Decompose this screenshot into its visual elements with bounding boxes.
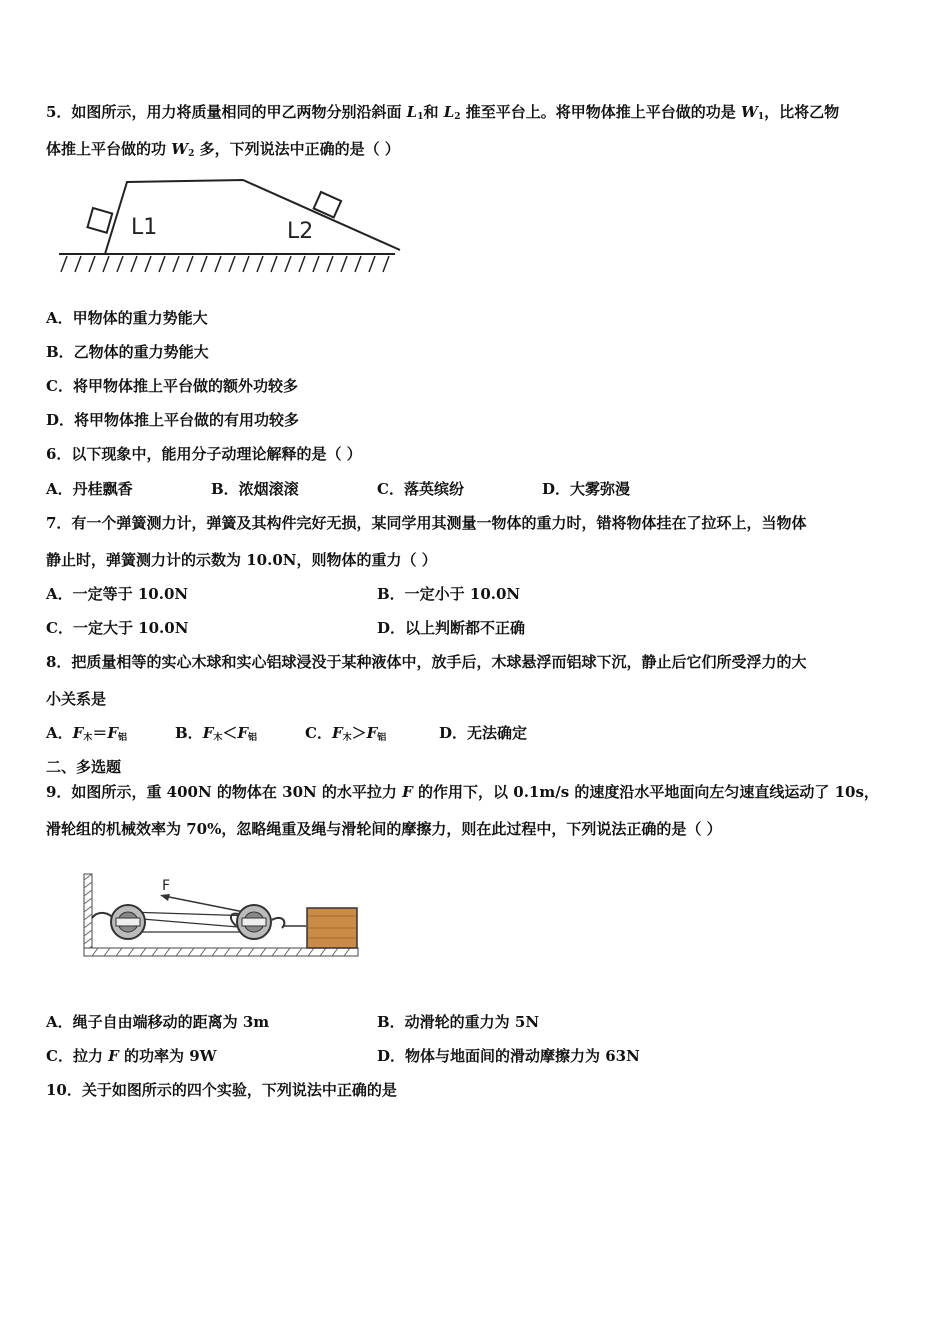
q6-option-b[interactable]: B．浓烟滚滚 xyxy=(211,480,299,498)
q9-option-b[interactable]: B．动滑轮的重力为 5N xyxy=(377,1013,540,1031)
q6-option-d[interactable]: D．大雾弥漫 xyxy=(542,480,631,498)
q8-stem-line2: 小关系是 xyxy=(46,690,107,708)
q9-option-a[interactable]: A．绳子自由端移动的距离为 3m xyxy=(46,1013,270,1031)
q7-stem-line1: 7．有一个弹簧测力计，弹簧及其构件完好无损，某同学用其测量一物体的重力时，错将物体挂在了拉环上，当物体 xyxy=(46,514,807,532)
q7-option-d[interactable]: D．以上判断都不正确 xyxy=(377,619,526,637)
label-f: F xyxy=(162,878,171,894)
q5-option-a[interactable]: A．甲物体的重力势能大 xyxy=(46,309,208,327)
section-heading: 二、多选题 xyxy=(46,758,122,776)
incline-figure xyxy=(55,172,405,280)
q9-option-d[interactable]: D．物体与地面间的滑动摩擦力为 63N xyxy=(377,1047,640,1065)
q5-option-d[interactable]: D．将甲物体推上平台做的有用功较多 xyxy=(46,411,300,429)
q10-stem: 10．关于如图所示的四个实验，下列说法中正确的是 xyxy=(46,1081,397,1099)
q8-option-a[interactable]: A．$F_木=F_铝$ xyxy=(46,724,127,743)
q9-stem-line2: 滑轮组的机械效率为 70%，忽略绳重及绳与滑轮间的摩擦力，则在此过程中，下列说法正确的是（ ） xyxy=(46,820,722,838)
q6-option-a[interactable]: A．丹桂飘香 xyxy=(46,480,133,498)
q6-stem: 6．以下现象中，能用分子动理论解释的是（ ） xyxy=(46,445,362,463)
q7-stem-line2: 静止时，弹簧测力计的示数为 10.0N，则物体的重力（ ） xyxy=(46,551,437,569)
q7-option-c[interactable]: C．一定大于 10.0N xyxy=(46,619,189,637)
q8-option-d[interactable]: D．无法确定 xyxy=(439,724,528,742)
label-l2: L2 xyxy=(287,219,314,244)
q5-stem-line2: 体推上平台做的功 $W_2$ 多，下列说法中正确的是（ ） xyxy=(46,140,400,159)
q9-option-c[interactable]: C．拉力 F 的功率为 9W xyxy=(46,1047,217,1065)
q7-option-b[interactable]: B．一定小于 10.0N xyxy=(377,585,521,603)
q9-stem-line1: 9．如图所示，重 400N 的物体在 30N 的水平拉力 F 的作用下，以 0.1m/s 的速度沿水平地面向左匀速直线运动了 10s， xyxy=(46,783,879,801)
label-l1: L1 xyxy=(131,215,158,240)
q5-stem-line1: 5．如图所示，用力将质量相同的甲乙两物分别沿斜面 $L_1$和 $L_2$ 推至平台上。将甲物体推上平台做的功是 $W_1$，比将乙物 xyxy=(46,103,840,122)
q6-option-c[interactable]: C．落英缤纷 xyxy=(377,480,464,498)
q5-option-c[interactable]: C．将甲物体推上平台做的额外功较多 xyxy=(46,377,298,395)
pulley-figure xyxy=(78,870,363,962)
q5-option-b[interactable]: B．乙物体的重力势能大 xyxy=(46,343,209,361)
q8-stem-line1: 8．把质量相等的实心木球和实心铝球浸没于某种液体中，放手后，木球悬浮而铝球下沉，静止后它们所受浮力的大 xyxy=(46,653,807,671)
q7-option-a[interactable]: A．一定等于 10.0N xyxy=(46,585,189,603)
q8-option-c[interactable]: C．$F_木>F_铝$ xyxy=(305,724,387,743)
q8-option-b[interactable]: B．$F_木<F_铝$ xyxy=(175,724,258,743)
